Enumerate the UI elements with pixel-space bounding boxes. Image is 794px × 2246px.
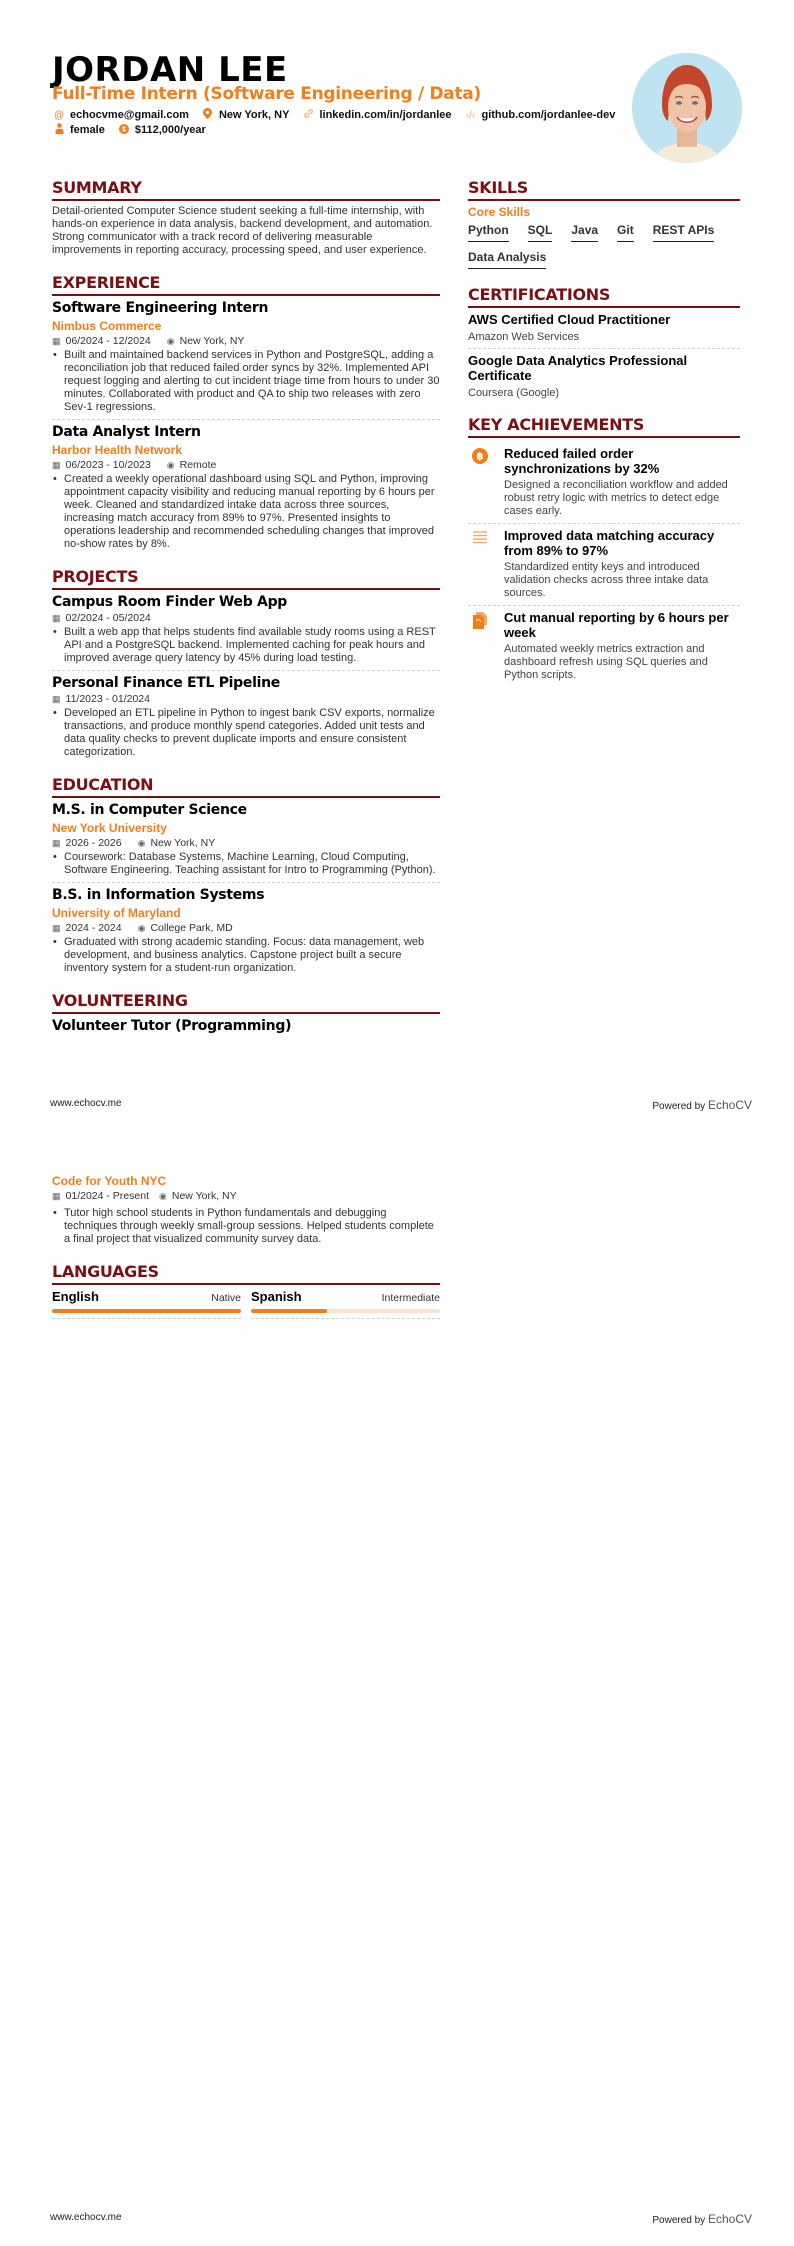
divider (468, 348, 740, 349)
contact-email[interactable]: @ echocvme@gmail.com (54, 109, 189, 121)
calendar-icon: ▦ (52, 693, 61, 704)
skill-tag: Data Analysis (468, 250, 546, 269)
left-column (52, 178, 440, 1034)
job-title: Data Analyst Intern (52, 424, 201, 440)
certification-issuer: Amazon Web Services (468, 331, 580, 343)
footer-brand[interactable]: EchoCV (707, 1098, 752, 1112)
project-title: Personal Finance ETL Pipeline (52, 675, 280, 691)
skill-tag: SQL (528, 223, 553, 242)
link-icon (303, 108, 313, 122)
job-location: Remote (179, 459, 217, 471)
certification-item (468, 312, 740, 349)
language-item (251, 1289, 440, 1319)
education-section (52, 775, 440, 975)
achievement-description: Standardized entity keys and introduced validation checks across three intake data sources. (504, 561, 709, 599)
list-lines-icon (468, 528, 492, 600)
summary-text: Detail-oriented Computer Science student seeking a full-time internship, with hands-on experience in data analysis, backend development, and automation. Strong communicator with a track record of delivering measurable improvements in reporting accuracy, processing speed, and user experience. (52, 205, 433, 256)
detail-gender: female (54, 123, 105, 137)
location-pin-icon: ◉ (166, 459, 175, 470)
achievement-title: Reduced failed order synchronizations by 32% (504, 446, 660, 476)
education-description: • Coursework: Database Systems, Machine Learning, Cloud Computing, Software Engineering. Teaching assistant for Intro to Programming (Python). (52, 851, 440, 877)
school-name: University of Maryland (52, 906, 181, 920)
company-name: Harbor Health Network (52, 443, 183, 457)
language-proficiency-bar (52, 1309, 241, 1313)
job-meta (52, 335, 440, 347)
footer-powered-by: Powered by EchoCV (652, 2212, 752, 2226)
language-proficiency-fill (52, 1309, 241, 1313)
education-location: College Park, MD (150, 922, 233, 934)
location-pin-icon: ◉ (137, 922, 146, 933)
skills-subheading: Core Skills (468, 205, 531, 219)
location-pin-icon: ◉ (137, 837, 146, 848)
project-dates: 11/2023 - 01/2024 (65, 693, 150, 705)
svg-text:฿: ฿ (476, 451, 484, 463)
divider (52, 670, 440, 671)
person-icon (54, 123, 64, 137)
documents-icon (468, 610, 492, 682)
location-pin-icon (203, 108, 213, 122)
achievement-description: Automated weekly metrics extraction and dashboard refresh using SQL queries and Python scripts. (504, 643, 708, 681)
right-column (468, 178, 740, 682)
education-heading: EDUCATION (52, 775, 440, 798)
footer-brand[interactable]: EchoCV (707, 2212, 752, 2226)
achievement-title: Improved data matching accuracy from 89% to 97% (504, 528, 715, 558)
contact-row (54, 108, 615, 122)
job-dates: 06/2023 - 10/2023 (65, 459, 151, 471)
skills-section (468, 178, 740, 269)
footer-powered-by: Powered by EchoCV (652, 1098, 752, 1112)
language-proficiency-bar (251, 1309, 440, 1313)
at-icon: @ (54, 109, 65, 121)
code-icon: ‹/› (465, 109, 476, 121)
languages-heading: LANGUAGES (52, 1262, 440, 1285)
degree-title: B.S. in Information Systems (52, 887, 265, 903)
volunteer-description: • Tutor high school students in Python fundamentals and debugging techniques through weekly small-group sessions. Helped students complete a final project that visualized community survey data. (52, 1207, 440, 1246)
language-level: Intermediate (381, 1292, 440, 1304)
divider (52, 419, 440, 420)
certification-item (468, 353, 740, 399)
calendar-icon: ▦ (52, 837, 61, 848)
divider (52, 1318, 241, 1319)
education-item (52, 887, 440, 975)
certification-name: Google Data Analytics Professional Certificate (468, 353, 688, 383)
company-name: Nimbus Commerce (52, 319, 162, 333)
job-title: Software Engineering Intern (52, 300, 269, 316)
volunteering-section (52, 991, 440, 1034)
skills-list (468, 223, 740, 269)
volunteering-heading: VOLUNTEERING (52, 991, 440, 1014)
job-description: • Created a weekly operational dashboard using SQL and Python, improving appointment capacity visibility and reducing manual reporting by 6 hours per week. Cleaned and standardized intake data across three sources, increasing match accuracy from 89% to 97%. Presented insights to operations leadership and recommended scheduling changes that improved no-show rates by 8%. (52, 473, 440, 551)
calendar-icon: ▦ (52, 1190, 61, 1201)
candidate-title: Full-Time Intern (Software Engineering / Data) (52, 84, 481, 104)
language-proficiency-fill (251, 1309, 327, 1313)
education-dates: 2024 - 2024 (65, 922, 122, 934)
summary-section (52, 178, 440, 257)
calendar-icon: ▦ (52, 459, 61, 470)
page-footer (50, 1098, 752, 1112)
calendar-icon: ▦ (52, 612, 61, 623)
contact-github[interactable]: ‹/› github.com/jordanlee-dev (465, 109, 616, 121)
skill-tag: Git (617, 223, 634, 242)
certifications-section (468, 285, 740, 399)
details-row (54, 123, 206, 137)
education-description: • Graduated with strong academic standing. Focus: data management, web development, and business analytics. Capstone project built a secure inventory system for a student-run organization. (52, 936, 440, 975)
project-description: • Built a web app that helps students find available study rooms using a REST API and a PostgreSQL backend. Implemented caching for peak hours and improved average query latency by 45% during load testing. (52, 626, 440, 665)
achievement-item (468, 524, 740, 600)
job-dates: 06/2024 - 12/2024 (65, 335, 151, 347)
volunteer-org: Code for Youth NYC (52, 1174, 167, 1188)
svg-text:$: $ (121, 126, 126, 134)
achievement-item (468, 606, 740, 682)
summary-heading: SUMMARY (52, 178, 440, 201)
profile-photo (632, 53, 742, 163)
location-pin-icon: ◉ (159, 1190, 167, 1201)
language-name: Spanish (251, 1289, 302, 1304)
language-name: English (52, 1289, 99, 1304)
education-meta (52, 837, 440, 849)
skill-tag: REST APIs (653, 223, 715, 242)
project-title: Campus Room Finder Web App (52, 594, 288, 610)
degree-title: M.S. in Computer Science (52, 802, 247, 818)
volunteer-location: New York, NY (171, 1190, 237, 1202)
contact-linkedin[interactable]: linkedin.com/in/jordanlee (303, 108, 451, 122)
skill-tag: Java (571, 223, 598, 242)
school-name: New York University (52, 821, 167, 835)
experience-item (52, 424, 440, 551)
coin-icon (468, 446, 492, 518)
page-footer (50, 2212, 752, 2226)
project-item (52, 594, 440, 671)
certification-name: AWS Certified Cloud Practitioner (468, 312, 671, 327)
education-item (52, 802, 440, 883)
calendar-icon: ▦ (52, 922, 61, 933)
education-dates: 2026 - 2026 (65, 837, 122, 849)
project-meta (52, 612, 440, 624)
education-meta (52, 922, 440, 934)
footer-site-link[interactable]: www.echocv.me (50, 2212, 122, 2223)
languages-list (52, 1289, 440, 1319)
volunteer-item (52, 1174, 440, 1246)
languages-section (52, 1262, 440, 1319)
resume-page-2 (0, 1130, 794, 2246)
volunteer-dates: 01/2024 - Present (65, 1190, 149, 1202)
achievement-description: Designed a reconciliation workflow and added robust retry logic with metrics to detect edge cases early. (504, 479, 728, 517)
contact-location: New York, NY (203, 108, 290, 122)
project-dates: 02/2024 - 05/2024 (65, 612, 151, 624)
money-icon (119, 124, 129, 137)
skills-heading: SKILLS (468, 178, 740, 201)
achievements-section (468, 415, 740, 682)
projects-heading: PROJECTS (52, 567, 440, 590)
experience-item (52, 300, 440, 420)
volunteer-meta (52, 1190, 440, 1202)
achievements-heading: KEY ACHIEVEMENTS (468, 415, 740, 438)
language-level: Native (211, 1292, 241, 1304)
language-item (52, 1289, 241, 1319)
left-column-continued (52, 1174, 440, 1319)
candidate-name: JORDAN LEE (52, 50, 288, 90)
detail-salary: $ $112,000/year (119, 123, 206, 137)
job-meta (52, 459, 440, 471)
education-location: New York, NY (150, 837, 216, 849)
job-location: New York, NY (179, 335, 245, 347)
divider (52, 882, 440, 883)
experience-section (52, 273, 440, 551)
footer-site-link[interactable]: www.echocv.me (50, 1098, 122, 1109)
experience-heading: EXPERIENCE (52, 273, 440, 296)
project-item (52, 675, 440, 759)
job-description: • Built and maintained backend services in Python and PostgreSQL, adding a reconciliation job that reduced failed order syncs by 32%. Implemented API request logging and alerting to cut incident triage time from hours to under 30 minutes. Collaborated with product and QA to ship two releases with zero Sev-1 regressions. (52, 349, 440, 414)
certifications-heading: CERTIFICATIONS (468, 285, 740, 308)
project-description: • Developed an ETL pipeline in Python to ingest bank CSV exports, normalize transactions, and produce monthly spend categories. Added unit tests and data quality checks to prevent duplicate imports and ensure consistent categorization. (52, 707, 440, 759)
location-pin-icon: ◉ (166, 335, 175, 346)
volunteer-role: Volunteer Tutor (Programming) (52, 1018, 292, 1034)
achievement-title: Cut manual reporting by 6 hours per week (504, 610, 729, 640)
project-meta (52, 693, 440, 705)
skill-tag: Python (468, 223, 509, 242)
achievement-item (468, 442, 740, 518)
divider (251, 1318, 440, 1319)
certification-issuer: Coursera (Google) (468, 387, 560, 399)
projects-section (52, 567, 440, 759)
calendar-icon: ▦ (52, 335, 61, 346)
